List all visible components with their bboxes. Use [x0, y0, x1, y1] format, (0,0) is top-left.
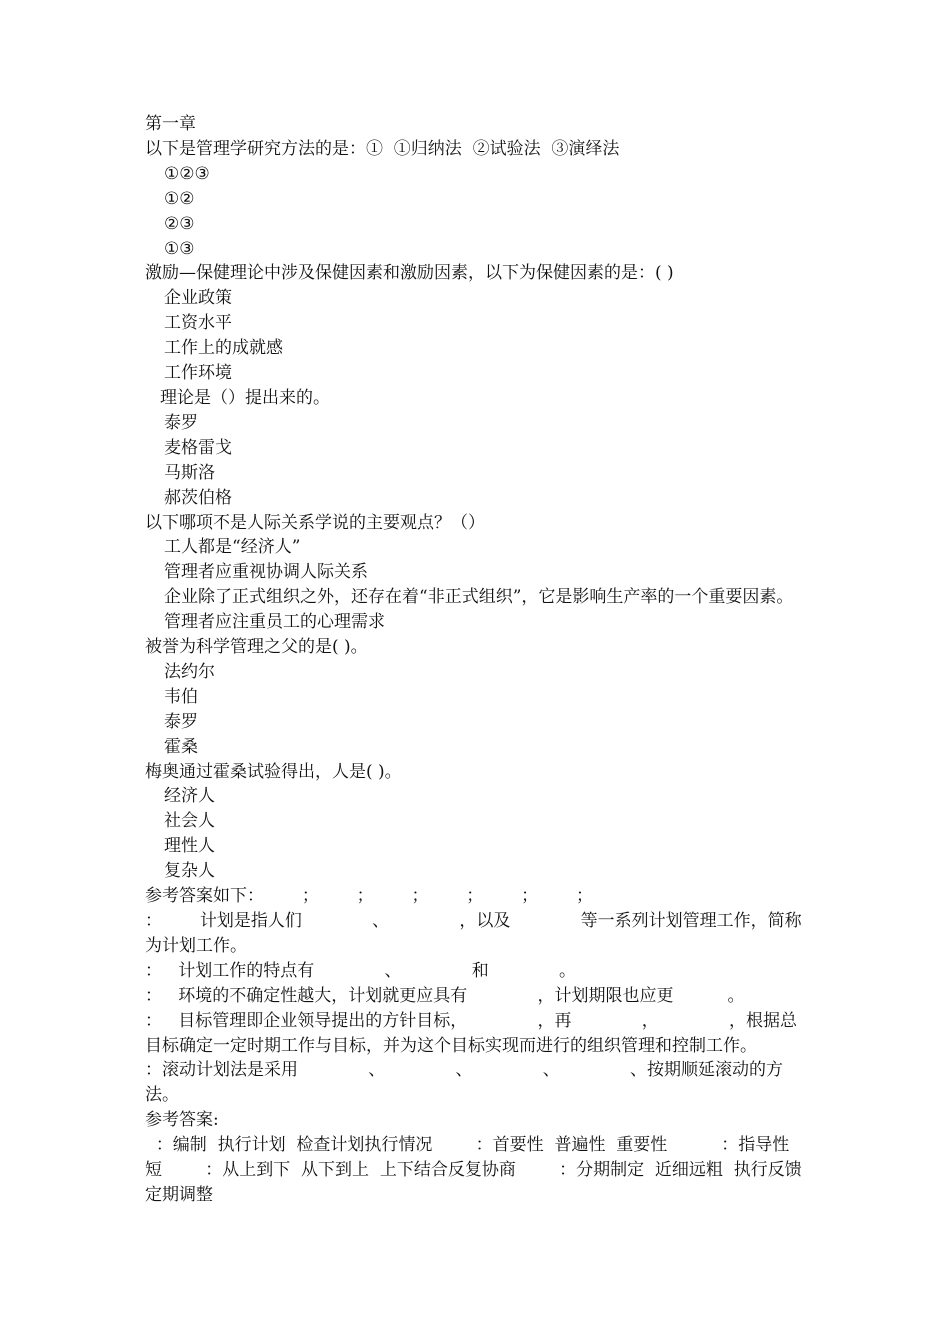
- option: 法约尔: [164, 661, 215, 682]
- fill-blank-question: ： 计划是指人们 、 ，以及 等一系列计划管理工作，简称为计划工作。: [145, 911, 802, 956]
- question-stem: 被誉为科学管理之父的是( )。: [145, 637, 368, 658]
- answers-heading: 参考答案如下： ； ； ； ； ； ；: [145, 886, 593, 907]
- option: 霍桑: [164, 736, 198, 757]
- option: ①③: [164, 238, 195, 259]
- option: 工人都是“经济人”: [164, 537, 301, 558]
- document-page: [145, 112, 813, 1208]
- option: 马斯洛: [164, 462, 215, 483]
- option: 郝茨伯格: [164, 487, 232, 508]
- option: ②③: [164, 213, 195, 234]
- option: 麦格雷戈: [164, 437, 232, 458]
- option: 社会人: [164, 811, 215, 832]
- question-stem: 理论是（）提出来的。: [160, 387, 330, 408]
- question-stem: 梅奥通过霍桑试验得出，人是( )。: [145, 761, 402, 782]
- option: 复杂人: [164, 861, 215, 882]
- option: 企业政策: [164, 288, 232, 309]
- fill-blank-question: ：滚动计划法是采用 、 、 、 、按期顺延滚动的方法。: [145, 1060, 783, 1106]
- option: 经济人: [164, 786, 215, 807]
- option-text: 企业除了正式组织之外，还存在着“非正式组织”，它是影响生产率的一个重要因素。: [164, 587, 794, 608]
- fill-blank-question: ： 目标管理即企业领导提出的方针目标， ，再 ， ，根据总目标确定一定时期工作与目标，并为这个目标实现而进行的组织管理和控制工作。: [145, 1010, 797, 1056]
- option: 韦伯: [164, 686, 198, 707]
- option: ①②: [164, 188, 195, 209]
- question-stem: 激励—保健理论中涉及保健因素和激励因素，以下为保健因素的是：( ): [145, 263, 674, 284]
- option: 工作上的成就感: [164, 338, 283, 359]
- option: 工资水平: [164, 313, 232, 334]
- fill-blank-question: ： 计划工作的特点有 、 和 。: [145, 960, 576, 981]
- option: ①②③: [164, 163, 210, 184]
- option: 泰罗: [164, 412, 198, 433]
- answers-heading-2: 参考答案:: [145, 1110, 219, 1131]
- question-stem: 以下哪项不是人际关系学说的主要观点？（）: [145, 512, 485, 533]
- question-stem: 以下是管理学研究方法的是：① ①归纳法 ②试验法 ③演绎法: [145, 138, 620, 159]
- option: 管理者应重视协调人际关系: [164, 562, 368, 583]
- fill-blank-question: ： 环境的不确定性越大，计划就更应具有 ，计划期限也应更 。: [145, 985, 745, 1006]
- option: [145, 585, 810, 610]
- chapter-title: 第一章: [145, 114, 196, 134]
- answers-text: ：编制 执行计划 检查计划执行情况 ：首要性 普遍性 重要性 ：指导性 短 ：从上到下 从下到上 上下结合反复协商 ：分期制定 近细远粗 执行反馈 定期调整: [145, 1135, 813, 1205]
- option: 工作环境: [164, 363, 232, 384]
- option: 理性人: [164, 836, 215, 857]
- option: 管理者应注重员工的心理需求: [164, 612, 385, 633]
- option: 泰罗: [164, 711, 198, 732]
